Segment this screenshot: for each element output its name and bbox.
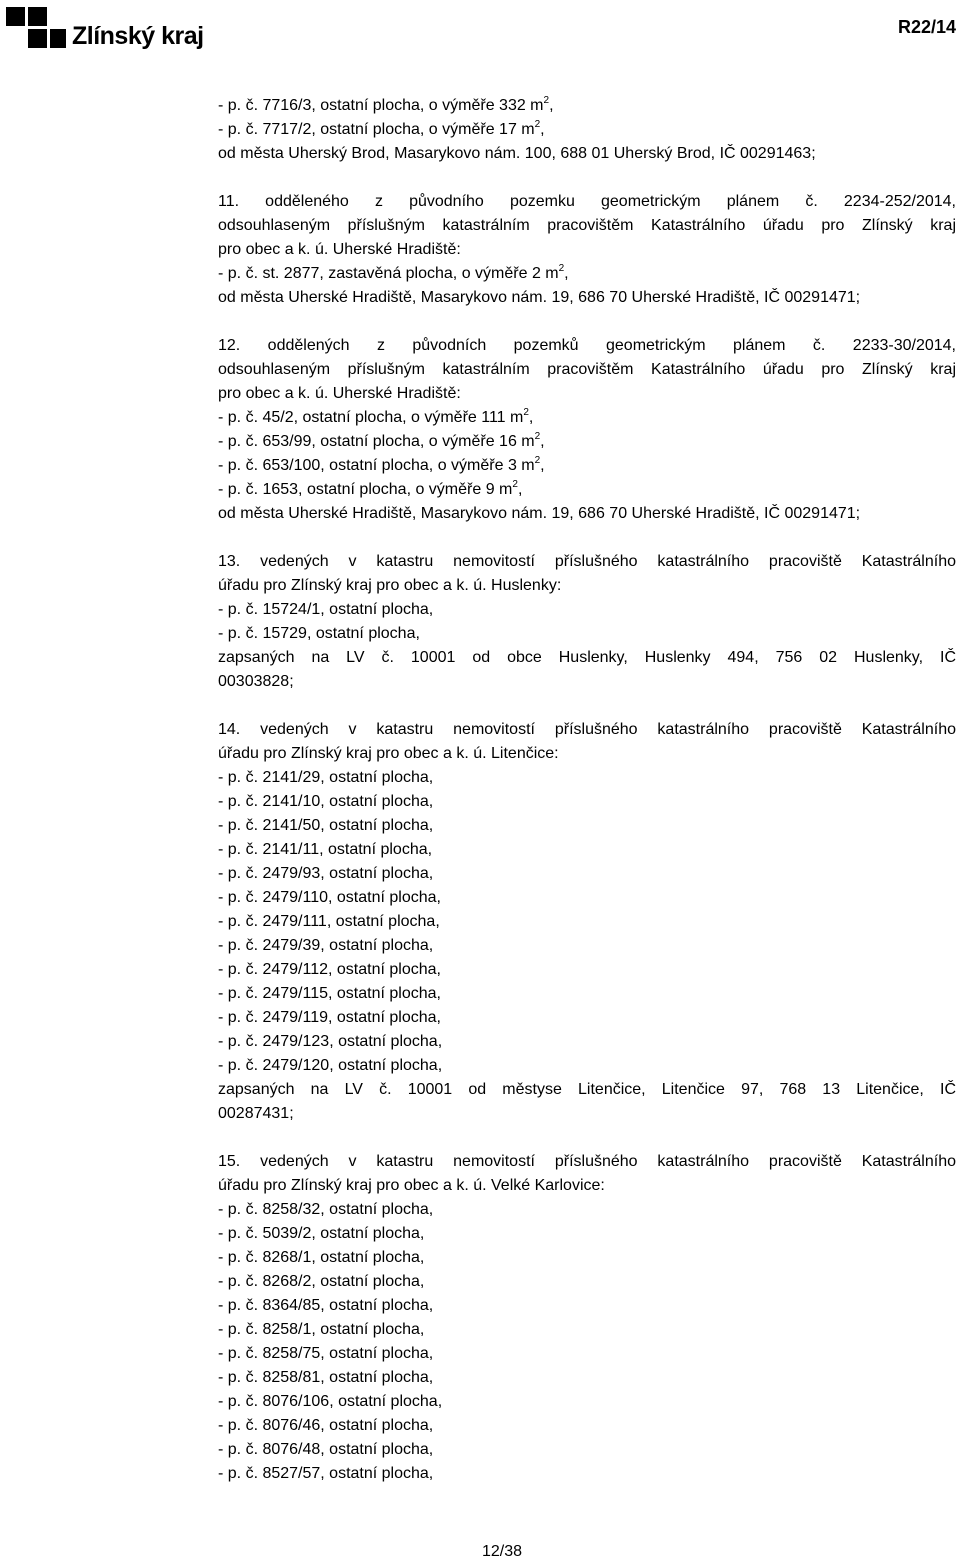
parcel-item: - p. č. 1653, ostatní plocha, o výměře 9 $m^2$, (218, 479, 523, 498)
section-13-text: úřadu pro Zlínský kraj pro obec a k. ú. Huslenky: (218, 577, 562, 594)
section-12-text: odsouhlaseným příslušným katastrálním pracovištěm Katastrálního úřadu pro Zlínský kraj (218, 361, 956, 378)
owner-line: 00303828; (218, 673, 294, 690)
parcel-item: - p. č. 8258/81, ostatní plocha, (218, 1369, 434, 1386)
parcel-item: - p. č. 2479/115, ostatní plocha, (218, 985, 441, 1002)
parcel-item: - p. č. 8076/48, ostatní plocha, (218, 1441, 434, 1458)
parcel-item: - p. č. 2479/39, ostatní plocha, (218, 937, 434, 954)
owner-line: od města Uherské Hradiště, Masarykovo nám. 19, 686 70 Uherské Hradiště, IČ 00291471; (218, 289, 861, 306)
parcel-item: - p. č. st. 2877, zastavěná plocha, o výměře 2 $m^2$, (218, 263, 569, 282)
parcel-item: - p. č. 2141/29, ostatní plocha, (218, 769, 434, 786)
parcel-item: - p. č. 8076/46, ostatní plocha, (218, 1417, 434, 1434)
parcel-item: - p. č. 7716/3, ostatní plocha, o výměře 332 $m^2$, (218, 95, 554, 114)
parcel-item: - p. č. 2141/50, ostatní plocha, (218, 817, 434, 834)
owner-line: zapsaných na LV č. 10001 od městyse Litenčice, Litenčice 97, 768 13 Litenčice, IČ (218, 1081, 956, 1098)
parcel-item: - p. č. 653/99, ostatní plocha, o výměře 16 $m^2$, (218, 431, 545, 450)
parcel-item: - p. č. 2479/120, ostatní plocha, (218, 1057, 443, 1074)
parcel-item: - p. č. 2141/11, ostatní plocha, (218, 841, 433, 858)
parcel-item: - p. č. 8076/106, ostatní plocha, (218, 1393, 443, 1410)
parcel-item: - p. č. 8258/1, ostatní plocha, (218, 1321, 425, 1338)
parcel-item: - p. č. 7717/2, ostatní plocha, o výměře 17 $m^2$, (218, 119, 545, 138)
parcel-item: - p. č. 2479/110, ostatní plocha, (218, 889, 441, 906)
owner-line: od města Uherské Hradiště, Masarykovo nám. 19, 686 70 Uherské Hradiště, IČ 00291471; (218, 505, 861, 522)
section-14-heading: 14. vedených v katastru nemovitostí příslušného katastrálního pracoviště Katastrálního (218, 721, 956, 738)
parcel-item: - p. č. 2479/111, ostatní plocha, (218, 913, 440, 930)
zlinsky-kraj-logo-icon (6, 7, 66, 51)
section-11-text: odsouhlaseným příslušným katastrálním pracovištěm Katastrálního úřadu pro Zlínský kraj (218, 217, 956, 234)
section-15-heading: 15. vedených v katastru nemovitostí příslušného katastrálního pracoviště Katastrálního (218, 1153, 956, 1170)
parcel-item: - p. č. 45/2, ostatní plocha, o výměře 111 $m^2$, (218, 407, 534, 426)
parcel-item: - p. č. 8258/75, ostatní plocha, (218, 1345, 434, 1362)
parcel-item: - p. č. 8527/57, ostatní plocha, (218, 1465, 434, 1482)
parcel-item: - p. č. 8268/1, ostatní plocha, (218, 1249, 425, 1266)
section-12-text: pro obec a k. ú. Uherské Hradiště: (218, 385, 461, 402)
parcel-item: - p. č. 15724/1, ostatní plocha, (218, 601, 434, 618)
section-15-text: úřadu pro Zlínský kraj pro obec a k. ú. Velké Karlovice: (218, 1177, 605, 1194)
section-13-heading: 13. vedených v katastru nemovitostí příslušného katastrálního pracoviště Katastrálního (218, 553, 956, 570)
parcel-item: - p. č. 2479/119, ostatní plocha, (218, 1009, 441, 1026)
parcel-item: - p. č. 2479/93, ostatní plocha, (218, 865, 434, 882)
parcel-item: - p. č. 2141/10, ostatní plocha, (218, 793, 434, 810)
parcel-item: - p. č. 653/100, ostatní plocha, o výměře 3 $m^2$, (218, 455, 545, 474)
parcel-item: - p. č. 15729, ostatní plocha, (218, 625, 420, 642)
parcel-item: - p. č. 8364/85, ostatní plocha, (218, 1297, 434, 1314)
section-11-text: pro obec a k. ú. Uherské Hradiště: (218, 241, 461, 258)
parcel-item: - p. č. 8268/2, ostatní plocha, (218, 1273, 425, 1290)
section-11-heading: 11. odděleného z původního pozemku geometrickým plánem č. 2234-252/2014, (218, 193, 956, 210)
parcel-item: - p. č. 2479/123, ostatní plocha, (218, 1033, 443, 1050)
logo-text: Zlínský kraj (72, 22, 204, 50)
document-code: R22/14 (897, 17, 956, 37)
page-number: 12/38 (481, 1543, 523, 1560)
section-14-text: úřadu pro Zlínský kraj pro obec a k. ú. Litenčice: (218, 745, 559, 762)
parcel-item: - p. č. 5039/2, ostatní plocha, (218, 1225, 425, 1242)
owner-line: 00287431; (218, 1105, 294, 1122)
page-header (0, 0, 960, 60)
parcel-item: - p. č. 2479/112, ostatní plocha, (218, 961, 441, 978)
section-12-heading: 12. oddělených z původních pozemků geometrickým plánem č. 2233-30/2014, (218, 337, 956, 354)
owner-line: od města Uherský Brod, Masarykovo nám. 100, 688 01 Uherský Brod, IČ 00291463; (218, 145, 816, 162)
parcel-item: - p. č. 8258/32, ostatní plocha, (218, 1201, 434, 1218)
owner-line: zapsaných na LV č. 10001 od obce Huslenky, Huslenky 494, 756 02 Huslenky, IČ (218, 649, 956, 666)
document-body (218, 94, 956, 1486)
